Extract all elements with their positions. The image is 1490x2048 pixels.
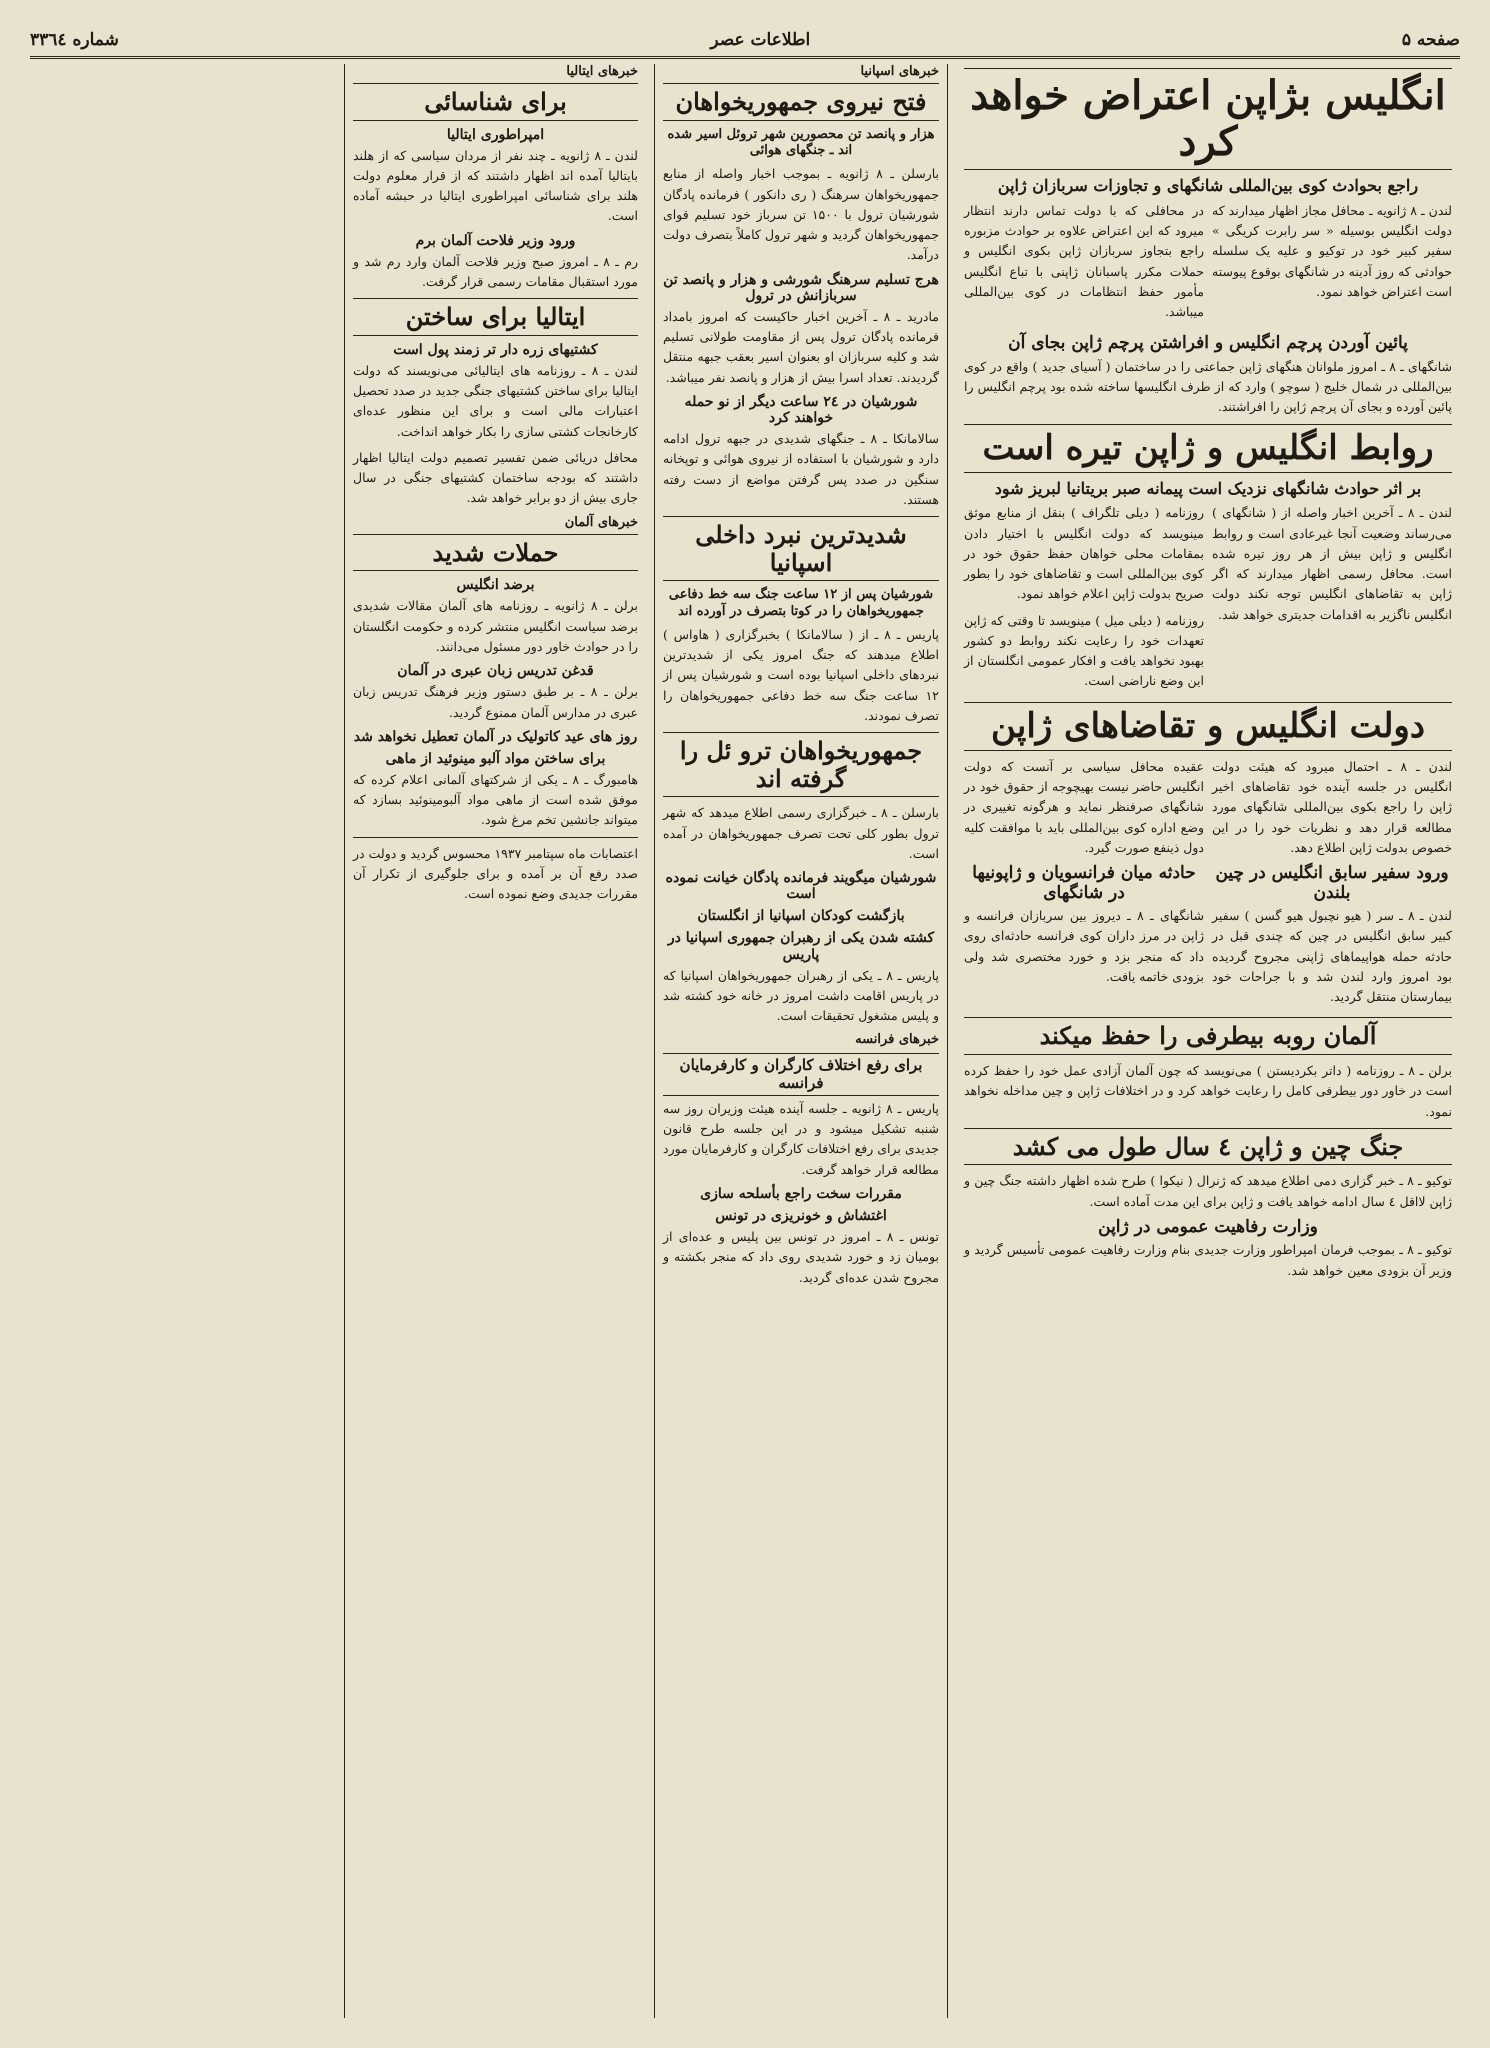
- section-tag-spain: خبرهای اسپانیا: [860, 64, 939, 79]
- article-text: اعتصابات ماه سپتامبر ۱۹۳۷ محسوس گردید و دولت در صدد رفع آن بر آمده و برای جلوگیری از تکرار آن مقررات جدیدی وضع نموده است.: [353, 845, 639, 902]
- headline-strong-attacks: حملات شدید: [353, 534, 638, 572]
- headline-relations-dark: روابط انگلیس و ژاپن تیره است: [964, 424, 1452, 473]
- subheadline-children-return: بازگشت کودکان اسپانیا از انگلستان: [697, 908, 905, 925]
- article-text: برلن ـ ۸ ـ روزنامه ( داتر بکردیستن ) می‌نویسد که چون آلمان آزادی عمل خود را حفظ کرده است در خاور دور بیطرفی کامل را رعایت خواهد کرد و در اختلافات ژاپن و چین مداخله نخواهد نمود.: [964, 1063, 1452, 1119]
- subheadline-leader-killed: کشته شدن یکی از رهبران جمهوری اسپانیا در پاریس: [667, 930, 935, 963]
- subheadline-ambassador: ورود سفیر سابق انگلیس در چین بلندن: [1215, 863, 1449, 903]
- section-tag-france: خبرهای فرانسه: [855, 1032, 939, 1048]
- article-text: بارسلن ـ ۸ ـ خبرگزاری رسمی اطلاع میدهد که شهر ترول بطور کلی تحت تصرف جمهوریخواهان در آمده است.: [663, 805, 939, 861]
- subheadline-italian-empire: امپراطوری ایتالیا: [446, 126, 545, 143]
- subheadline-tunis-unrest: اغتشاش و خونریزی در تونس: [715, 1207, 887, 1224]
- headline-england-protest: انگلیس بژاپن اعتراض خواهد کرد: [964, 68, 1452, 170]
- article-text: سالامانکا ـ ۸ ـ جنگهای شدیدی در جبهه ترول ادامه دارد و شورشیان با استفاده از نیروی هوائی و توپخانه سنگین در صدد پس گرفتن مواضع از دست رفته هستند.: [663, 431, 939, 507]
- article-relations: [964, 503, 1452, 697]
- subheadline-france-japan: حادثه میان فرانسویان و ژاپونیها در شانگهای: [972, 863, 1196, 903]
- deck-patience: بر اثر حوادث شانگهای نزدیک است پیمانه صبر بریتانیا لبریز شود: [994, 478, 1422, 498]
- subheadline-surrender: هرج تسلیم سرهنگ شورشی و هزار و پانصد تن سربازانش در ترول: [663, 271, 939, 304]
- subheadline-hebrew-ban: قدغن تدریس زبان عبری در آلمان: [397, 663, 594, 680]
- article-demands: [964, 757, 1452, 1014]
- masthead: [30, 24, 1460, 59]
- headline-war-duration: جنگ چین و ژاپن ٤ سال طول می کشد: [964, 1128, 1452, 1166]
- deck-teruel: هزار و پانصد تن محصورین شهر تروئل اسیر شده اند ـ جنگهای هوائی: [667, 126, 935, 159]
- subheadline-albuminoid: برای ساختن مواد آلبو مینوئید از ماهی: [385, 750, 606, 767]
- headline-fiercest-battle: شدیدترین نبرد داخلی اسپانیا: [663, 516, 939, 581]
- page-label: صفحه ۵: [1401, 30, 1460, 50]
- headline-germany-neutral: آلمان روبه بیطرفی را حفظ میکند: [964, 1017, 1452, 1055]
- subheadline-arms-rules: مقررات سخت راجع بأسلحه سازی: [700, 1185, 902, 1202]
- subheadline-warships-money: کشتیهای زره دار تر زمند پول است: [393, 341, 598, 358]
- article-text: برلن ـ ۸ ـ بر طبق دستور وزیر فرهنگ تدریس زبان عبری در مدارس آلمان ممنوع گردید.: [353, 684, 638, 720]
- article-text: لندن ـ ۸ ژانویه ـ چند نفر از مردان سیاسی که از هلند بایتالیا آمده اند اظهار داشتند که از قرار معلوم دولت هلند برای شناسائی امپراطوری ایتالیا در حبشه آماده است.: [353, 147, 638, 224]
- article-text: لندن ـ ۸ ـ آخرین اخبار واصله از ( شانگهای ) می‌رساند وضعیت آنجا غیرعادی است و روابط انگلیس و ژاپن بیش از هر روز تیره شده است. محافل رسمی اظهار میدارند که اگر ژاپن به تقاضاهای انگلیس توجه نکند دولت انگلیس ناگزیر به اقدامات جدیتری خواهد شد.: [1212, 505, 1452, 622]
- article-text: بارسلن ـ ۸ ژانویه ـ بموجب اخبار واصله از منابع جمهوریخواهان سرهنگ ( ری دانکور ) فرمانده پادگان شورشیان ترول با ۱۵۰۰ تن سرباز خود تسلیم قوای جمهوریخواهان گردید و شهر ترول کاملاً بتصرف دولت درآمد.: [663, 166, 940, 263]
- article-text: محافل دریائی ضمن تفسیر تصمیم دولت ایتالیا اظهار داشتند که بودجه ساختمان کشتیهای جنگی در سال جاری بیش از دو برابر خواهد شد.: [353, 449, 638, 506]
- article-text: برلن ـ ۸ ژانویه ـ روزنامه های آلمان مقالات شدیدی برضد سیاست انگلیس منتشر کرده و حکومت انگلستان را در حوادث خاور دور مسئول می‌دانند.: [353, 598, 638, 654]
- subheadline-flag: پائین آوردن پرچم انگلیس و افراشتن پرچم ژاپن بجای آن: [1008, 333, 1408, 354]
- article-text: روزنامه ( دیلی تلگراف ) بنقل از منابع موثق مینویسد که دولت انگلیس با اختیار دادن بمقامات محلی خواهان حفظ حقوق خود در کوی بین‌المللی است و تقاضاهای خود را بطور صریح بدولت ژاپن اعلام خواهد نمود.: [964, 505, 1204, 602]
- article-text: هامبورگ ـ ۸ ـ یکی از شرکتهای آلمانی اعلام کرده که موفق شده است از ماهی مواد آلبومینوئید بسازد که میتواند جانشین تخم مرغ شود.: [353, 771, 638, 828]
- section-tag-germany: خبرهای آلمان: [564, 514, 638, 530]
- column-spain: [654, 64, 948, 2018]
- subheadline-against-england: برضد انگلیس: [456, 577, 535, 594]
- subheadline-betrayal: شورشیان میگویند فرمانده پادگان خیانت نموده است: [665, 870, 937, 903]
- article-text: لندن ـ ۸ ـ احتمال میرود که هیئت دولت انگلیس در جلسه آینده خود تقاضاهای اخیر ژاپن را راجع بکوی بین‌المللی شانگهای مورد مطالعه قرار دهد و نظریات خود را در این خصوص بدولت ژاپن اطلاع دهد.: [1212, 758, 1453, 855]
- subheadline-counterattack: شورشیان در ۲٤ ساعت دیگر از نو حمله خواهند کرد: [684, 393, 918, 426]
- article-text: در محافلی که با دولت تماس دارند انتظار میرود که این اعتراض علاوه بر حوادث مزبوره راجع بتجاوز سربازان ژاپن بکوی انگلیس و حملات مکرر پاسبانان ژاپنی با تباع انگلیس مأمور حفظ انتظامات در کوی بین‌المللی میباشد.: [964, 202, 1204, 320]
- column-england-japan: [956, 64, 1460, 2018]
- article-text: مادرید ـ ۸ ـ آخرین اخبار حاکیست که امروز بامداد فرمانده پادگان ترول پس از مقاومت طولانی تسلیم شد و کلیه سربازان او بعنوان اسیر بعقب جبهه منتقل گردیدند. تعداد اسرا بیش از هزار و پانصد نفر میباشد.: [663, 308, 939, 385]
- section-tag-italy: خبرهای ایتالیا: [566, 64, 638, 79]
- article-text: توکیو ـ ۸ ـ بموجب فرمان امپراطور وزارت جدیدی بنام وزارت رفاهیت عمومی تأسیس گردید و وزیر آن بزودی معین خواهد شد.: [964, 1242, 1453, 1278]
- issue-number: شماره ۳۳٦٤: [30, 30, 119, 50]
- divider: [353, 837, 638, 838]
- article-text: لندن ـ ۸ ـ روزنامه های ایتالیائی می‌نویسند که دولت ایتالیا برای ساختن کشتیهای جنگی جدید در صدد تحصیل اعتبارات مالی است و برای این منظور عده‌ای کارخانجات کشتی سازی را بکار خواهد انداخت.: [353, 362, 638, 439]
- headline-recognition: برای شناسائی: [353, 83, 638, 121]
- article-text: پاریس ـ ۸ ـ یکی از رهبران جمهوریخواهان اسپانیا که در پاریس اقامت داشت امروز در خانه خود کشته شد و پلیس مشغول تحقیقات است.: [663, 967, 939, 1024]
- article-text: شانگهای ـ ۸ ـ دیروز بین سربازان فرانسه و ژاپن در مرز داران کوی فرانسه حادثه‌ای روی داد که منجر بزد و خورد مختصری شد ولی بزودی خاتمه یافت.: [964, 908, 1204, 984]
- deck-shanghai-incidents: راجع بحوادث کوی بین‌المللی شانگهای و تجاوزات سربازان ژاپن: [997, 176, 1419, 195]
- subheadline-welfare-ministry: وزارت رفاهیت عمومی در ژاپن: [1098, 1216, 1318, 1237]
- paper-name: اطلاعات عصر: [710, 30, 811, 50]
- headline-republican-victory: فتح نیروی جمهوریخواهان: [663, 83, 939, 121]
- article-text: شانگهای ـ ۸ ـ امروز ملوانان هنگهای ژاپن جماعتی را در ساختمان ( آسیای جدید ) واقع در کوی بین‌المللی در شمال خلیج ( سوچو ) وارد که از طرف انگلیسها ساخته شده بود پرچم انگلیس را پائین آورده و بجای آن پرچم ژاپن را افراشتند.: [964, 358, 1452, 415]
- headline-england-demands: دولت انگلیس و تقاضاهای ژاپن: [964, 702, 1452, 751]
- article-text: توکیو ـ ۸ ـ خبر گزاری دمی اطلاع میدهد که ژنرال ( نیکوا ) طرح شده اظهار داشته جنگ چین و ژاپن لااقل ٤ سال ادامه خواهد یافت و ژاپن برای این مدت آماده است.: [964, 1173, 1452, 1209]
- headline-france-labor: برای رفع اختلاف کارگران و کارفرمایان فرانسه: [663, 1053, 939, 1096]
- article-text: تونس ـ ۸ ـ امروز در تونس بین پلیس و عده‌ای از بومیان زد و خورد شدیدی روی داد که منجر بکشته و مجروح شدن عده‌ای گردید.: [663, 1229, 939, 1285]
- article-protest: [964, 201, 1452, 329]
- article-text: رم ـ ۸ ـ امروز صبح وزیر فلاحت آلمان وارد رم شد و مورد استقبال مقامات رسمی قرار گرفت.: [353, 253, 639, 290]
- article-text: پاریس ـ ۸ ژانویه ـ جلسه آینده هیئت وزیران روز سه شنبه تشکیل میشود و در این جلسه طرح قانون جدیدی برای رفع اختلافات کارگران و کارفرمایان مورد مطالعه قرار خواهد گرفت.: [663, 1100, 939, 1177]
- article-text: پاریس ـ ۸ ـ از ( سالامانکا ) بخبرگزاری ( هاواس ) اطلاع میدهند که جنگ امروز یکی از شدیدترین نبردهای داخلی اسپانیا بوده است و شورشیان پس از ۱۲ ساعت جنگ سه خط دفاعی جمهوریخواهان را تصرف نمودند.: [663, 626, 939, 723]
- headline-teruel-taken: جمهوریخواهان ترو ئل را گرفته اند: [663, 732, 939, 797]
- article-text: لندن ـ ۸ ژانویه ـ محافل مجاز اظهار میدارند که دولت انگلیس بوسیله « سر رابرت کریگی » سفیر کبیر خود در توکیو و علیه یک سلسله حوادثی که روز آدینه در شانگهای بوقوع پیوسته است اعتراض خواهد نمود.: [1212, 202, 1452, 299]
- article-text: لندن ـ ۸ ـ سر ( هیو نچبول هیو گسن ) سفیر کبیر سابق انگلیس در چین که چندی قبل در حادثه حمله هواپیماهای ژاپنی مجروح گردیده بود امروز وارد لندن شد و با جراحات خود بیمارستان منتقل گردید.: [1212, 908, 1452, 1005]
- column-italy-germany: [344, 64, 646, 2018]
- subheadline-agriculture-minister: ورود وزیر فلاحت آلمان برم: [415, 232, 576, 249]
- article-text: روزنامه ( دیلی میل ) مینویسد تا وقتی که ژاپن تعهدات خود را رعایت نکند روابط دو کشور بهبود نخواهد یافت و افکار عمومی انگلستان از این وضع ناراضی است.: [964, 612, 1204, 689]
- deck-defense-lines: شورشیان پس از ۱۲ ساعت جنگ سه خط دفاعی جمهوریخواهان را در کوتا بتصرف در آورده اند: [668, 587, 934, 620]
- subheadline-catholic-holidays: روز های عید کاتولیک در آلمان تعطیل نخواهد شد: [353, 728, 638, 745]
- headline-italy-building: ایتالیا برای ساختن: [353, 298, 638, 336]
- article-text: عقیده محافل سیاسی بر آنست که دولت انگلیس حاضر نیست بهیچوجه از حقوق خود در شانگهای صرفنظر نماید و هرگونه تغییری در وضع اداره کوی بین‌المللی باید با موافقت کلیه دول ذینفع صورت گیرد.: [964, 758, 1204, 855]
